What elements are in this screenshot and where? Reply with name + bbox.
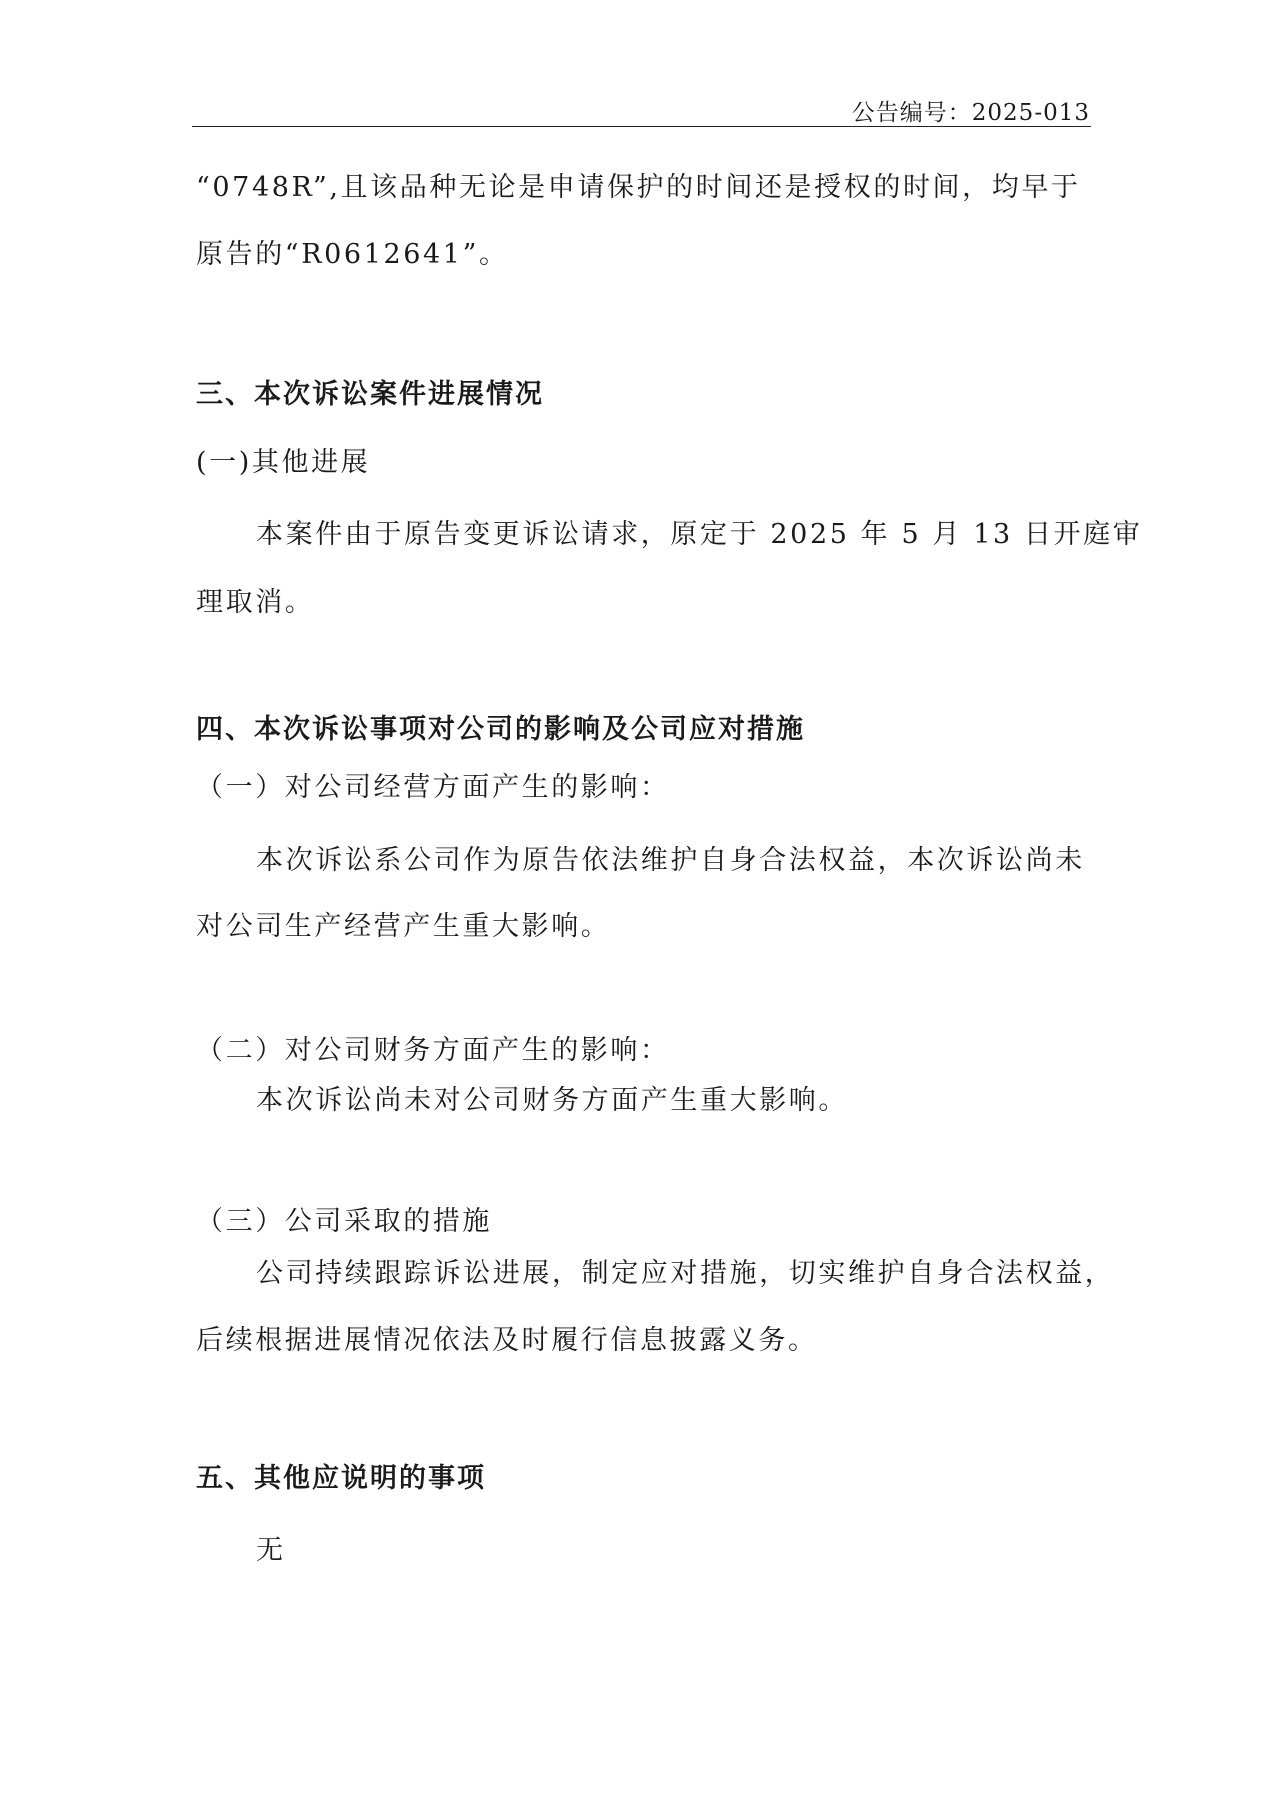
section-heading: 三、本次诉讼案件进展情况 xyxy=(196,379,544,410)
paragraph-line: 本次诉讼尚未对公司财务方面产生重大影响。 xyxy=(256,1085,848,1116)
paragraph-line: 后续根据进展情况依法及时履行信息披露义务。 xyxy=(196,1325,818,1356)
paragraph-line: “0748R”,且该品种无论是申请保护的时间还是授权的时间，均早于 xyxy=(196,172,1081,203)
section-heading: 五、其他应说明的事项 xyxy=(196,1463,486,1494)
subsection-heading: (一)其他进展 xyxy=(196,447,371,478)
paragraph-line: 无 xyxy=(256,1535,286,1566)
subsection-heading: （二）对公司财务方面产生的影响： xyxy=(196,1035,670,1066)
subsection-heading: （三）公司采取的措施 xyxy=(196,1206,492,1237)
header-divider xyxy=(192,126,1091,127)
paragraph-line: 对公司生产经营产生重大影响。 xyxy=(196,911,611,942)
paragraph-line: 公司持续跟踪诉讼进展，制定应对措施，切实维护自身合法权益， xyxy=(256,1258,1115,1289)
paragraph-line: 本次诉讼系公司作为原告依法维护自身合法权益，本次诉讼尚未 xyxy=(256,845,1085,876)
subsection-heading: （一）对公司经营方面产生的影响： xyxy=(196,772,670,803)
document-number: 公告编号：2025-013 xyxy=(851,100,1090,126)
paragraph-line: 原告的“R0612641”。 xyxy=(196,239,509,270)
section-heading: 四、本次诉讼事项对公司的影响及公司应对措施 xyxy=(196,714,805,745)
paragraph-line: 本案件由于原告变更诉讼请求，原定于 2025 年 5 月 13 日开庭审 xyxy=(256,519,1143,550)
paragraph-line: 理取消。 xyxy=(196,587,315,618)
